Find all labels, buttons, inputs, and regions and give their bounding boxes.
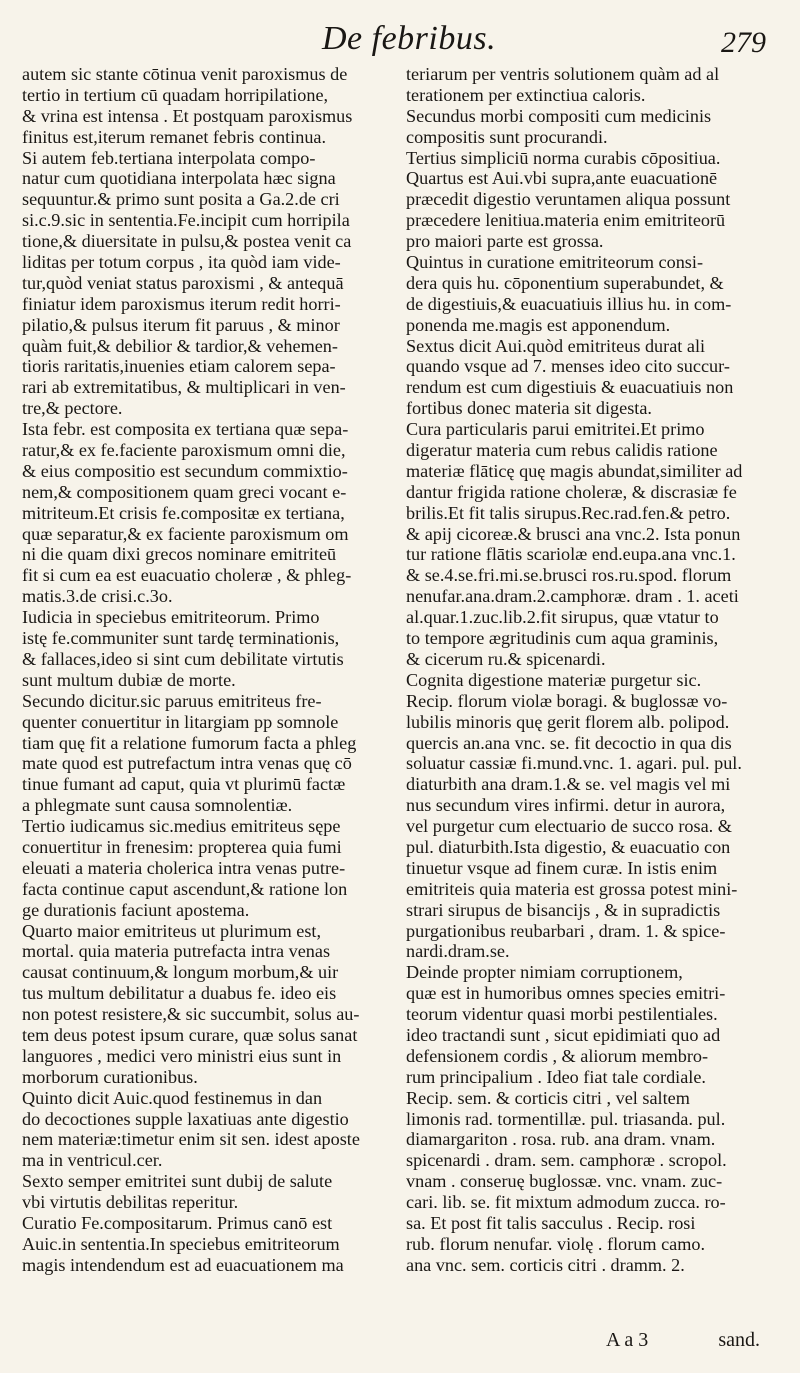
text-line: quercis an.ana vnc. se. fit decoctio in qua dis xyxy=(406,732,732,753)
text-line: diaturbith ana dram.1.& se. vel magis vel mi xyxy=(406,774,731,795)
text-line: terationem per extinctiua caloris. xyxy=(406,84,646,105)
text-line: Secundo dicitur.sic paruus emitriteus fre- xyxy=(22,690,322,711)
text-line: tus multum debilitatur a duabus fe. ideo eis xyxy=(22,983,337,1004)
text-line: tur,quòd veniat status paroxismi , & antequā xyxy=(22,272,344,293)
text-line: Sexto semper emitritei sunt dubij de salute xyxy=(22,1171,333,1192)
text-line: tur ratione flātis scariolæ end.eupa.ana vnc.1. xyxy=(406,544,736,565)
text-line: Ista febr. est composita ex tertiana quæ sepa- xyxy=(22,419,349,440)
text-line: emitriteis quia materia est grossa potest mini- xyxy=(406,878,738,899)
text-line: compositis sunt procurandi. xyxy=(406,126,608,147)
text-line: facta continue caput ascendunt,& ratione lon xyxy=(22,878,348,899)
text-line: liditas per totum corpus , ita quòd iam vide- xyxy=(22,252,341,273)
text-line: al.quar.1.zuc.lib.2.fit sirupus, quæ vtatur to xyxy=(406,607,719,628)
text-line: Quarto maior emitriteus ut plurimum est, xyxy=(22,920,322,941)
text-line: strari sirupus de bisancijs , & in supradictis xyxy=(406,899,721,920)
text-line: pro maiori parte est grossa. xyxy=(406,231,604,252)
text-line: tem deus potest ipsum curare, quæ solus sanat xyxy=(22,1024,358,1045)
text-line: sequuntur.& primo sunt posita a Ga.2.de cri xyxy=(22,189,340,210)
text-line: fortibus donec materia sit digesta. xyxy=(406,398,652,419)
text-line: nardi.dram.se. xyxy=(406,941,510,962)
text-line: vel purgetur cum electuario de succo rosa. & xyxy=(406,816,732,837)
text-line: quenter conuertitur in litargiam pp somnole xyxy=(22,711,339,732)
right-column xyxy=(406,64,778,1276)
text-line: & vrina est intensa . Et postquam paroxismus xyxy=(22,105,353,126)
text-line: natur cum quotidiana interpolata hæc signa xyxy=(22,168,336,189)
text-line: sunt multum dubiæ de morte. xyxy=(22,669,236,690)
text-line: spicenardi . dram. sem. camphoræ . scropol. xyxy=(406,1150,727,1171)
text-line: Deinde propter nimiam corruptionem, xyxy=(406,962,683,983)
text-line: sa. Et post fit talis sacculus . Recip. rosi xyxy=(406,1212,696,1233)
text-line: tione,& diuersitate in pulsu,& postea venit ca xyxy=(22,231,352,252)
text-line: defensionem cordis , & aliorum membro- xyxy=(406,1045,709,1066)
text-line: ana vnc. sem. corticis citri . dramm. 2. xyxy=(406,1254,685,1275)
text-line: finitus est,iterum remanet febris continua. xyxy=(22,126,327,147)
text-line: Iudicia in speciebus emitriteorum. Primo xyxy=(22,607,320,628)
text-line: Cognita digestione materiæ purgetur sic. xyxy=(406,669,702,690)
left-column xyxy=(22,64,400,1276)
text-line: mate quod est putrefactum intra venas quę cō xyxy=(22,753,352,774)
text-line: to tempore ægritudinis cum aqua graminis, xyxy=(406,628,719,649)
text-line: autem sic stante cōtinua venit paroxismus de xyxy=(22,64,348,84)
text-line: magis intendendum est ad euacuationem ma xyxy=(22,1254,344,1275)
text-line: & eius compositio est secundum commixtio- xyxy=(22,460,348,481)
text-line: fit si cum ea est euacuatio choleræ , & phleg- xyxy=(22,565,352,586)
text-line: matis.3.de crisi.c.3o. xyxy=(22,586,173,607)
text-line: ma in ventricul.cer. xyxy=(22,1150,163,1171)
text-line: tertio in tertium cū quadam horripilatione, xyxy=(22,84,329,105)
text-line: rum principalium . Ideo fiat tale cordiale. xyxy=(406,1066,706,1087)
page-number: 279 xyxy=(721,26,766,59)
text-line: Tertius simpliciū norma curabis cōpositiua. xyxy=(406,147,721,168)
text-line: & apij cicoreæ.& brusci ana vnc.2. Ista ponun xyxy=(406,523,741,544)
page-footer xyxy=(420,1329,760,1355)
text-line: quàm fuit,& debilior & tardior,& vehemen- xyxy=(22,335,338,356)
running-title: De febribus. xyxy=(322,20,497,57)
text-line: Si autem feb.tertiana interpolata compo- xyxy=(22,147,316,168)
text-line: ge durationis faciunt apostema. xyxy=(22,899,250,920)
text-line: dantur frigida ratione choleræ, & discrasiæ fe xyxy=(406,481,737,502)
text-line: teriarum per ventris solutionem quàm ad al xyxy=(406,64,720,84)
text-line: ponenda me.magis est apponendum. xyxy=(406,314,671,335)
text-line: languores , medici vero ministri eius sunt in xyxy=(22,1045,342,1066)
text-line: pilatio,& pulsus iterum fit paruus , & minor xyxy=(22,314,340,335)
text-line: causat continuum,& longum morbum,& uir xyxy=(22,962,339,983)
signature-mark: A a 3 xyxy=(606,1329,649,1351)
text-line: & se.4.se.fri.mi.se.brusci ros.ru.spod. florum xyxy=(406,565,732,586)
text-line: mortal. quia materia putrefacta intra venas xyxy=(22,941,331,962)
text-line: nem,& compositionem quam greci vocant e- xyxy=(22,481,347,502)
text-line: Quintus in curatione emitriteorum consi- xyxy=(406,252,703,273)
text-line: diamargariton . rosa. rub. ana dram. vnam. xyxy=(406,1129,716,1150)
text-line: tiam quę fit a relatione fumorum facta a phleg xyxy=(22,732,357,753)
text-line: tinuetur vsque ad finem curæ. In istis enim xyxy=(406,857,718,878)
text-line: brilis.Et fit talis sirupus.Rec.rad.fen.& petro. xyxy=(406,502,731,523)
text-line: Cura particularis parui emitritei.Et primo xyxy=(406,419,705,440)
text-line: Secundus morbi compositi cum medicinis xyxy=(406,105,712,126)
text-columns xyxy=(22,64,778,1276)
text-line: istę fe.communiter sunt tardę terminationis, xyxy=(22,628,340,649)
text-line: a phlegmate sunt causa somnolentiæ. xyxy=(22,795,293,816)
text-line: Recip. sem. & corticis citri , vel saltem xyxy=(406,1087,690,1108)
text-line: nem materiæ:timetur enim sit sen. idest aposte xyxy=(22,1129,360,1150)
text-line: purgationibus reubarbari , dram. 1. & spice- xyxy=(406,920,726,941)
text-line: materiæ flāticę quę magis abundat,similiter ad xyxy=(406,460,743,481)
text-line: cari. lib. se. fit mixtum admodum zucca. ro- xyxy=(406,1192,726,1213)
text-line: & cicerum ru.& spicenardi. xyxy=(406,648,606,669)
text-line: mitriteum.Et crisis fe.compositæ ex tertiana, xyxy=(22,502,345,523)
text-line: tinue fumant ad caput, quia vt plurimū factæ xyxy=(22,774,346,795)
text-line: tioris raritatis,inuenies etiam calorem sepa- xyxy=(22,356,336,377)
text-line: Curatio Fe.compositarum. Primus canō est xyxy=(22,1212,333,1233)
text-line: quæ separatur,& ex faciente paroxismum om xyxy=(22,523,349,544)
text-line: Auic.in sententia.In speciebus emitriteorum xyxy=(22,1233,340,1254)
text-line: limonis rad. tormentillæ. pul. triasanda. pul. xyxy=(406,1108,726,1129)
text-line: vbi virtutis debilitas reperitur. xyxy=(22,1192,239,1213)
text-line: ideo tractandi sunt , sicut epidimiati quo ad xyxy=(406,1024,721,1045)
text-line: finiatur idem paroxismus iterum redit horri- xyxy=(22,293,341,314)
text-line: Quartus est Aui.vbi supra,ante euacuationē xyxy=(406,168,718,189)
text-line: Sextus dicit Aui.quòd emitriteus durat ali xyxy=(406,335,706,356)
text-line: soluatur cassiæ fi.mund.vnc. 1. agari. pul. pul. xyxy=(406,753,742,774)
running-head xyxy=(0,12,800,62)
catchword: sand. xyxy=(718,1329,760,1351)
text-line: si.c.9.sic in sententia.Fe.incipit cum horripila xyxy=(22,210,350,231)
text-line: nus secundum vires infirmi. detur in aurora, xyxy=(406,795,726,816)
text-line: do decoctiones supple laxatiuas ante digestio xyxy=(22,1108,349,1129)
text-line: quæ est in humoribus omnes species emitri- xyxy=(406,983,726,1004)
text-line: de digestiuis,& euacuatiuis illius hu. in com- xyxy=(406,293,732,314)
text-line: ni die quam dixi grecos nominare emitriteū xyxy=(22,544,337,565)
text-line: nenufar.ana.dram.2.camphoræ. dram . 1. aceti xyxy=(406,586,739,607)
text-line: præcedere lenitiua.materia enim emitriteorū xyxy=(406,210,726,231)
text-line: conuertitur in frenesim: propterea quia fumi xyxy=(22,836,342,857)
text-line: quando vsque ad 7. menses ideo cito succur- xyxy=(406,356,730,377)
text-line: ratur,& ex fe.faciente paroxismum omni die, xyxy=(22,440,346,461)
text-line: dera quis hu. cōponentium superabundet, & xyxy=(406,272,724,293)
text-line: rendum est cum digestiuis & euacuatiuis non xyxy=(406,377,734,398)
text-line: vnam . conseruę buglossæ. vnc. vnam. zuc- xyxy=(406,1171,723,1192)
text-line: pul. diaturbith.Ista digestio, & euacuatio con xyxy=(406,836,731,857)
text-line: Quinto dicit Auic.quod festinemus in dan xyxy=(22,1087,323,1108)
text-line: eleuati a materia cholerica intra venas putre- xyxy=(22,857,346,878)
text-line: præcedit digestio veruntamen aliqua possunt xyxy=(406,189,731,210)
text-line: morborum curationibus. xyxy=(22,1066,198,1087)
text-line: Recip. florum violæ boragi. & buglossæ vo- xyxy=(406,690,728,711)
text-line: & fallaces,ideo si sint cum debilitate virtutis xyxy=(22,648,344,669)
text-line: Tertio iudicamus sic.medius emitriteus sępe xyxy=(22,816,341,837)
text-line: non potest resistere,& sic succumbit, solus au- xyxy=(22,1004,360,1025)
text-line: rub. florum nenufar. violę . florum camo. xyxy=(406,1233,706,1254)
text-line: rari ab extremitatibus, & multiplicari in ven- xyxy=(22,377,346,398)
text-line: teorum videntur quasi morbi pestilentiales. xyxy=(406,1004,718,1025)
text-line: digeratur materia cum rebus calidis ratione xyxy=(406,440,718,461)
text-line: lubilis minoris quę gerit florem alb. polipod. xyxy=(406,711,730,732)
text-line: tre,& pectore. xyxy=(22,398,123,419)
